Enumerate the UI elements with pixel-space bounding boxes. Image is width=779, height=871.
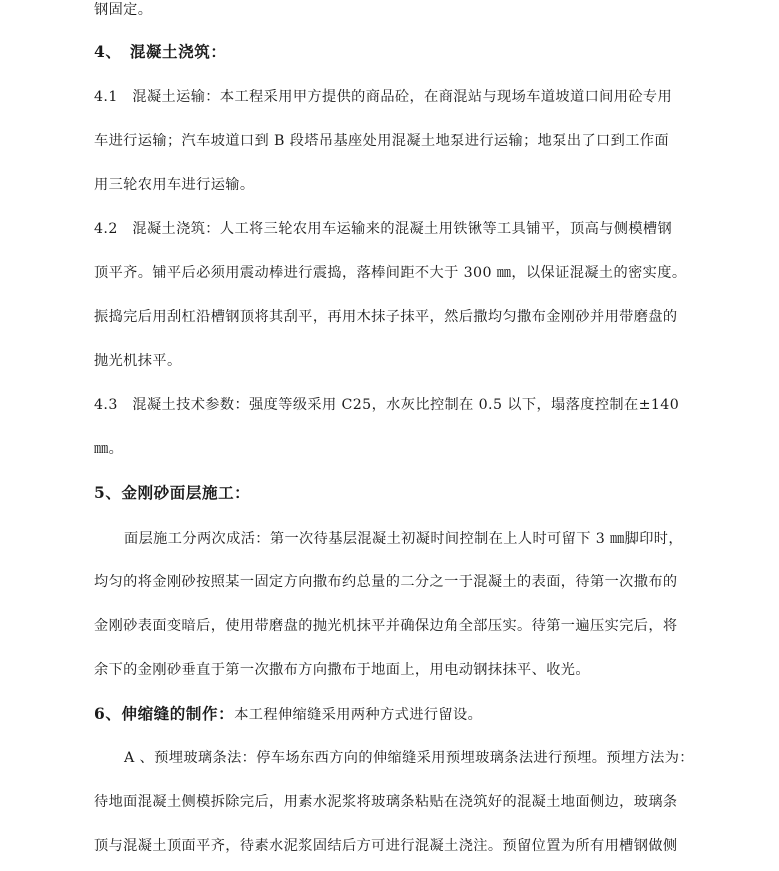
section-heading-5: 5、金刚砂面层施工：: [94, 483, 251, 502]
text-line: ㎜。: [94, 441, 124, 457]
text-line: 顶与混凝土顶面平齐，待素水泥浆固结后方可进行混凝土浇注。预留位置为所有用槽钢做侧: [94, 838, 678, 854]
text-line: 均匀的将金刚砂按照某一固定方向撒布约总量的二分之一于混凝土的表面，待第一次撒布的: [94, 574, 678, 590]
section-heading-6: 6、伸缩缝的制作：: [94, 704, 235, 723]
text-line: 面层施工分两次成活：第一次待基层混凝土初凝时间控制在上人时可留下 3 ㎜脚印时，: [124, 531, 683, 547]
text-run: 本工程伸缩缝采用两种方式进行留设。: [234, 707, 483, 723]
text-line: 4.3 混凝土技术参数：强度等级采用 C25，水灰比控制在 0.5 以下，塌落度控制在±140: [94, 397, 680, 413]
section-heading-4: 4、 混凝土浇筑：: [94, 42, 227, 61]
section-6-line: [94, 704, 482, 725]
text-line: 钢固定。: [94, 2, 153, 18]
text-line: 余下的金刚砂垂直于第一次撒布方向撒布于地面上，用电动钢抹抹平、收光。: [94, 662, 590, 678]
text-line: 抛光机抹平。: [94, 353, 182, 369]
text-line: 金刚砂表面变暗后，使用带磨盘的抛光机抹平并确保边角全部压实。待第一遍压实完后，将: [94, 618, 678, 634]
text-line: 车进行运输；汽车坡道口到 B 段塔吊基座处用混凝土地泵进行运输；地泵出了口到工作面: [94, 133, 669, 149]
text-line: 4.2 混凝土浇筑：人工将三轮农用车运输来的混凝土用铁锹等工具铺平，顶高与侧模槽钢: [94, 221, 673, 237]
text-line: 4.1 混凝土运输：本工程采用甲方提供的商品砼，在商混站与现场车道坡道口间用砼专用: [94, 89, 673, 105]
text-line: A 、预埋玻璃条法：停车场东西方向的伸缩缝采用预埋玻璃条法进行预埋。预埋方法为：: [124, 750, 694, 766]
text-line: 顶平齐。铺平后必须用震动棒进行震捣，落棒间距不大于 300 ㎜，以保证混凝土的密实度。: [94, 265, 687, 281]
text-line: 振捣完后用刮杠沿槽钢顶将其刮平，再用木抹子抹平，然后撒均匀撒布金刚砂并用带磨盘的: [94, 309, 678, 325]
text-line: 待地面混凝土侧模拆除完后，用素水泥浆将玻璃条粘贴在浇筑好的混凝土地面侧边，玻璃条: [94, 794, 678, 810]
text-line: 用三轮农用车进行运输。: [94, 177, 255, 193]
